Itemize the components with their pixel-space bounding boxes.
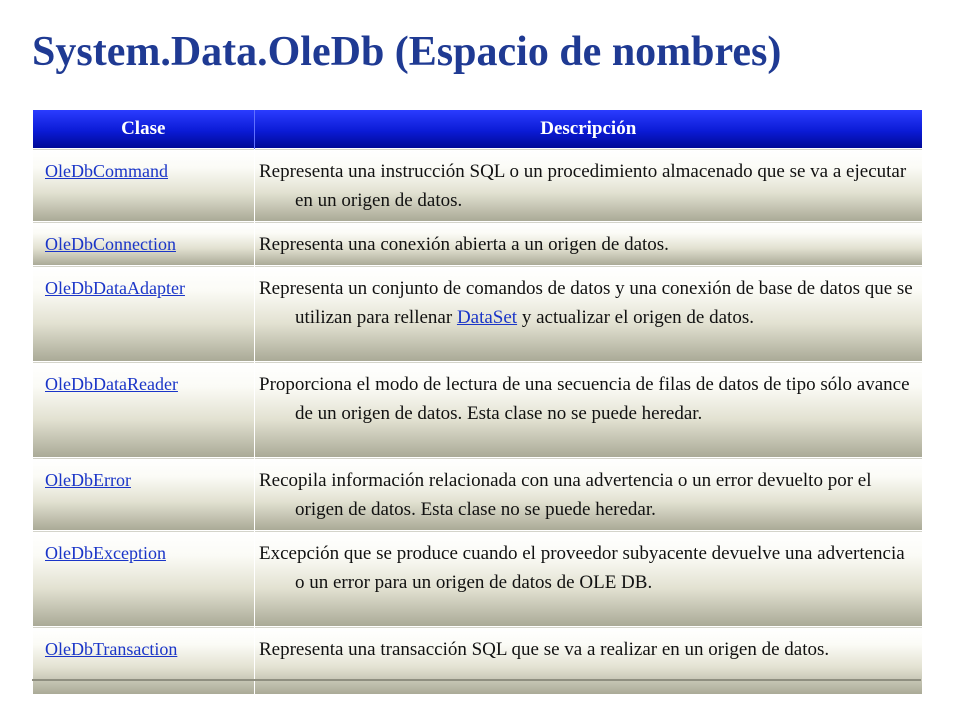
table-row <box>33 149 922 222</box>
class-link-oledberror[interactable]: OleDbError <box>45 470 131 490</box>
class-description: Excepción que se produce cuando el proveedor subyacente devuelve una advertencia o un error para un origen de datos de OLE DB. <box>255 531 922 627</box>
class-link-oledbexception[interactable]: OleDbException <box>45 543 166 563</box>
class-name-cell <box>33 627 255 694</box>
class-link-oledbcommand[interactable]: OleDbCommand <box>45 161 168 181</box>
table-row <box>33 222 922 266</box>
class-description: Representa una instrucción SQL o un procedimiento almacenado que se va a ejecutar en un origen de datos. <box>255 149 922 222</box>
header-clase: Clase <box>33 110 255 149</box>
page-title: System.Data.OleDb (Espacio de nombres) <box>32 29 782 75</box>
class-description: Proporciona el modo de lectura de una secuencia de filas de datos de tipo sólo avance de un origen de datos. Esta clase no se puede heredar. <box>255 362 922 458</box>
class-name-cell <box>33 149 255 222</box>
table-row <box>33 531 922 627</box>
dataset-link[interactable]: DataSet <box>456 307 518 328</box>
table-header-row <box>33 110 922 149</box>
description-text: Representa un conjunto de comandos de datos y una conexión de base de datos que se utilizan para rellenar <box>259 278 913 328</box>
class-name-cell <box>33 266 255 362</box>
class-description: Representa una transacción SQL que se va a realizar en un origen de datos. <box>255 627 922 694</box>
class-name-cell <box>33 222 255 266</box>
class-name-cell <box>33 362 255 458</box>
table-row <box>33 627 922 694</box>
class-name-cell <box>33 531 255 627</box>
table-row <box>33 362 922 458</box>
class-description <box>255 266 922 362</box>
class-link-oledbdataadapter[interactable]: OleDbDataAdapter <box>45 278 185 298</box>
class-description: Recopila información relacionada con una advertencia o un error devuelto por el origen de datos. Esta clase no se puede heredar. <box>255 458 922 531</box>
header-descripcion: Descripción <box>255 110 922 149</box>
class-name-cell <box>33 458 255 531</box>
description-text: y actualizar el origen de datos. <box>517 307 754 328</box>
class-table <box>32 110 922 694</box>
class-description: Representa una conexión abierta a un origen de datos. <box>255 222 922 266</box>
table-row <box>33 458 922 531</box>
class-link-oledbdatareader[interactable]: OleDbDataReader <box>45 374 178 394</box>
table-bottom-rule <box>32 679 921 681</box>
class-link-oledbtransaction[interactable]: OleDbTransaction <box>45 639 178 659</box>
table-row <box>33 266 922 362</box>
class-link-oledbconnection[interactable]: OleDbConnection <box>45 234 176 254</box>
